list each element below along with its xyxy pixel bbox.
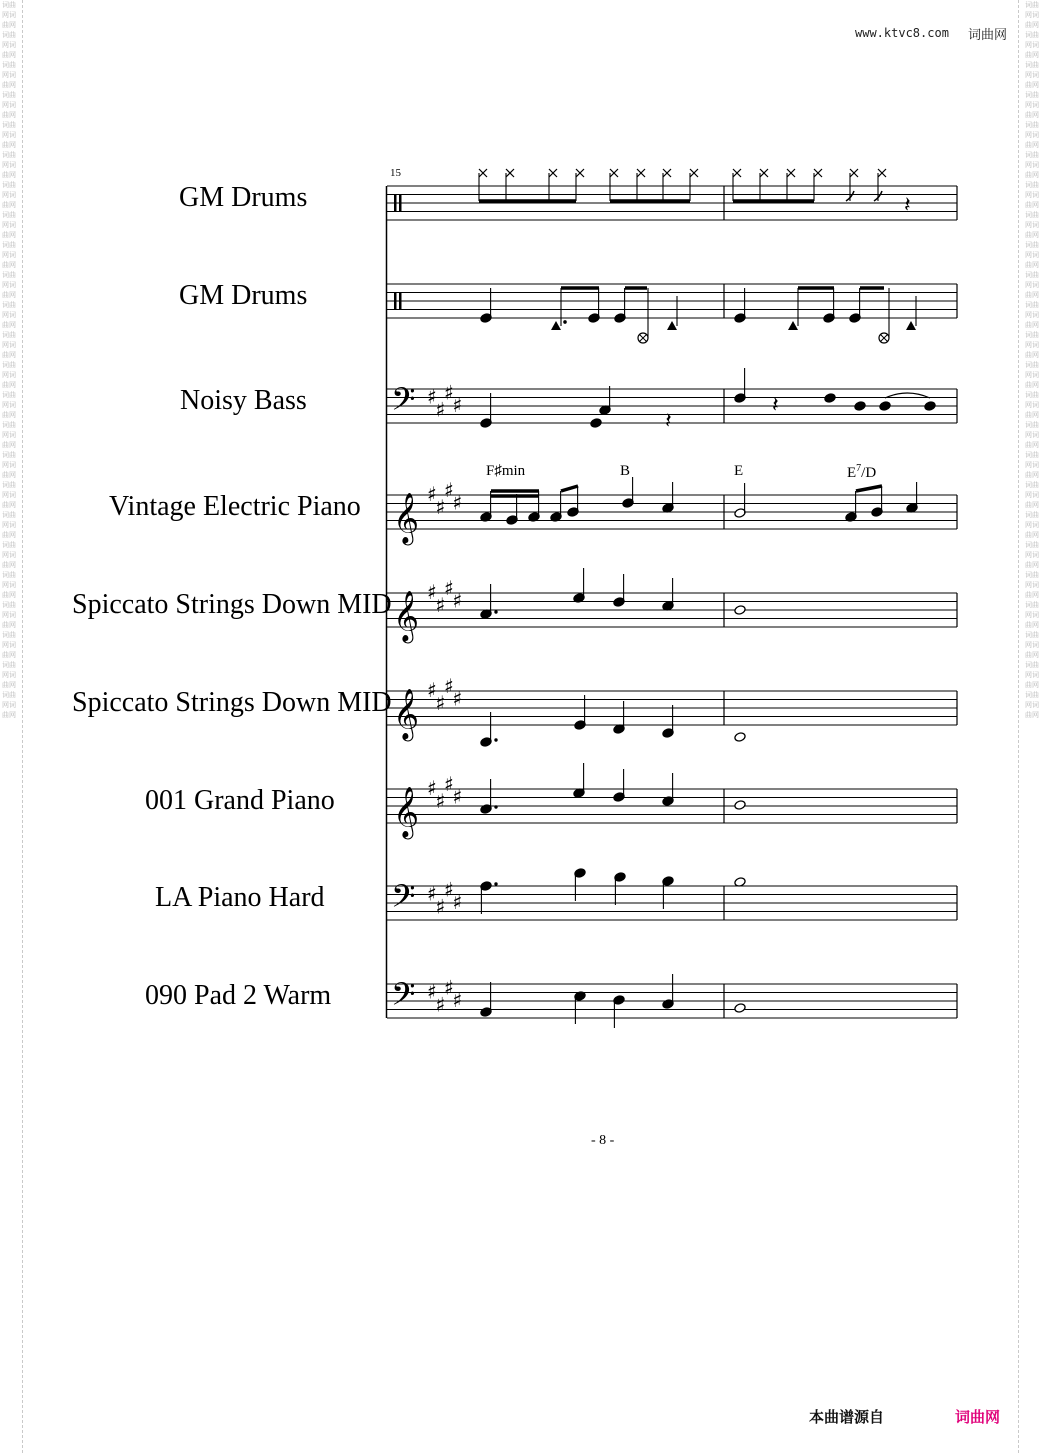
staff bbox=[387, 877, 957, 922]
sharp-icon: ♯ bbox=[444, 673, 454, 698]
note-head bbox=[734, 800, 746, 811]
note-beam bbox=[561, 486, 578, 491]
staff bbox=[387, 772, 957, 840]
sharp-icon: ♯ bbox=[435, 690, 446, 715]
chord-root: E bbox=[847, 465, 857, 481]
sharp-icon: ♯ bbox=[452, 988, 463, 1012]
instrument-label-gm-drums-2: GM Drums bbox=[179, 280, 308, 311]
sharp-icon: ♯ bbox=[427, 678, 437, 702]
sharp-icon: ♯ bbox=[444, 380, 454, 405]
rest-icon: 𝄽 bbox=[772, 393, 779, 418]
rest-icon: 𝄽 bbox=[904, 193, 911, 218]
triangle-note-head bbox=[667, 321, 677, 330]
sharp-icon: ♯ bbox=[452, 686, 463, 711]
sharp-icon: ♯ bbox=[444, 975, 454, 1000]
note-head bbox=[824, 393, 836, 404]
note-dot bbox=[563, 320, 566, 323]
staff bbox=[387, 975, 957, 1020]
percussion-clef-icon bbox=[394, 293, 397, 310]
sharp-icon: ♯ bbox=[435, 992, 446, 1017]
page-number: - 8 - bbox=[591, 1133, 615, 1148]
sharp-icon: ♯ bbox=[435, 494, 446, 519]
sharp-icon: ♯ bbox=[427, 384, 437, 409]
sharp-icon: ♯ bbox=[452, 890, 463, 914]
note-dot bbox=[494, 882, 497, 885]
staff bbox=[387, 576, 957, 644]
treble-clef-icon: 𝄞 bbox=[393, 590, 420, 642]
treble-clef-icon: 𝄞 bbox=[393, 688, 420, 740]
chord-symbol-f-sharp-min: F♯min bbox=[486, 463, 526, 479]
instrument-label-gm-drums-1: GM Drums bbox=[179, 182, 308, 213]
header-url[interactable]: www.ktvc8.com bbox=[855, 26, 949, 40]
footer-source-label: 本曲谱源自 bbox=[809, 1408, 885, 1426]
percussion-clef-icon bbox=[399, 195, 402, 212]
sharp-icon: ♯ bbox=[444, 575, 454, 600]
note-head bbox=[734, 605, 746, 616]
sharp-icon: ♯ bbox=[435, 592, 446, 617]
chord-extension: 7 bbox=[856, 463, 862, 474]
note-dot bbox=[494, 738, 497, 741]
sharp-icon: ♯ bbox=[435, 894, 446, 919]
footer-site-link[interactable]: 词曲网 bbox=[955, 1408, 1001, 1426]
triangle-note-head bbox=[551, 321, 561, 330]
note-dot bbox=[494, 805, 497, 808]
sharp-icon: ♯ bbox=[427, 881, 437, 906]
staff bbox=[387, 380, 957, 425]
sharp-icon: ♯ bbox=[452, 588, 463, 613]
sharp-icon: ♯ bbox=[444, 877, 454, 902]
instrument-label-spiccato-strings-1: Spiccato Strings Down MID bbox=[72, 589, 392, 620]
bass-clef-icon: 𝄢 bbox=[391, 878, 416, 923]
note-head bbox=[734, 1003, 746, 1014]
instrument-label-noisy-bass: Noisy Bass bbox=[180, 385, 307, 416]
instrument-label-la-piano-hard: LA Piano Hard bbox=[155, 882, 325, 913]
bass-clef-icon: 𝄢 bbox=[391, 976, 416, 1021]
sharp-icon: ♯ bbox=[427, 580, 437, 604]
note-head bbox=[734, 732, 746, 743]
percussion-clef-icon bbox=[399, 293, 402, 310]
sharp-icon: ♯ bbox=[452, 784, 463, 809]
measure-number: 15 bbox=[390, 167, 401, 179]
treble-clef-icon: 𝄞 bbox=[393, 492, 420, 544]
chord-bass: /D bbox=[861, 465, 877, 481]
note-head bbox=[854, 401, 866, 412]
note-head bbox=[879, 401, 891, 412]
note-head bbox=[590, 418, 602, 429]
notes bbox=[479, 169, 936, 1028]
chord-symbol-e: E bbox=[734, 463, 744, 479]
triangle-note-head bbox=[788, 321, 798, 330]
percussion-clef-icon bbox=[394, 195, 397, 212]
note-head bbox=[924, 401, 936, 412]
left-watermark-strip: 词曲网词曲网词曲网词曲网词曲网词曲网词曲网词曲网词曲网词曲网词曲网词曲网词曲网词曲网词曲网词曲网词曲网词曲网词曲网词曲网词曲网词曲网词曲网词曲网词曲网词曲网词曲网词曲网词曲网词曲网词曲网词曲网词曲网词曲网词曲网词曲网词曲网词曲网词曲网词曲网词曲网词曲网词曲网词曲网词曲网词曲网词曲网词曲网 bbox=[2, 1, 16, 719]
sharp-icon: ♯ bbox=[427, 482, 437, 506]
rest-icon: 𝄽 bbox=[665, 409, 672, 434]
sharp-icon: ♯ bbox=[444, 771, 454, 796]
sharp-icon: ♯ bbox=[427, 979, 437, 1004]
sharp-icon: ♯ bbox=[435, 397, 446, 422]
note-dot bbox=[494, 610, 497, 613]
instrument-label-spiccato-strings-2: Spiccato Strings Down MID bbox=[72, 687, 392, 718]
sharp-icon: ♯ bbox=[444, 477, 454, 502]
sharp-icon: ♯ bbox=[452, 393, 463, 417]
instrument-label-grand-piano: 001 Grand Piano bbox=[145, 785, 335, 816]
bass-clef-icon: 𝄢 bbox=[391, 381, 416, 426]
header-site-name: 词曲网 bbox=[968, 28, 1008, 43]
sharp-icon: ♯ bbox=[435, 788, 446, 813]
treble-clef-icon: 𝄞 bbox=[393, 786, 420, 838]
instrument-label-vintage-electric-piano: Vintage Electric Piano bbox=[109, 491, 361, 522]
right-watermark-strip: 词曲网词曲网词曲网词曲网词曲网词曲网词曲网词曲网词曲网词曲网词曲网词曲网词曲网词曲网词曲网词曲网词曲网词曲网词曲网词曲网词曲网词曲网词曲网词曲网词曲网词曲网词曲网词曲网词曲网词曲网词曲网词曲网词曲网词曲网词曲网词曲网词曲网词曲网词曲网词曲网词曲网词曲网词曲网词曲网词曲网词曲网词曲网词曲网 bbox=[1025, 1, 1039, 719]
triangle-note-head bbox=[906, 321, 916, 330]
note-beam bbox=[856, 486, 882, 491]
instrument-label-pad-2-warm: 090 Pad 2 Warm bbox=[145, 980, 332, 1011]
sharp-icon: ♯ bbox=[452, 490, 463, 515]
chord-symbol-b: B bbox=[620, 463, 631, 479]
sharp-icon: ♯ bbox=[427, 776, 437, 800]
staff bbox=[387, 186, 957, 220]
